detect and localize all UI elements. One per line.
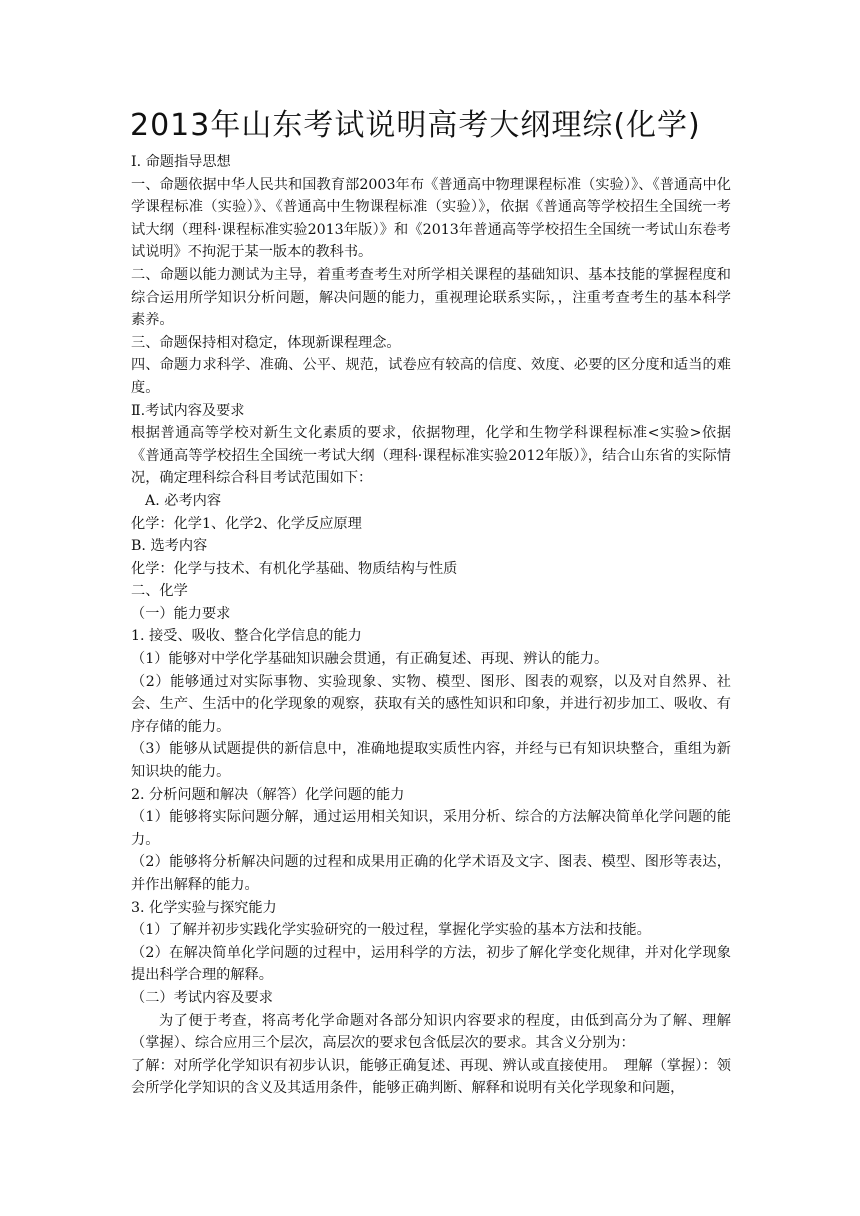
list-item: （2）能够将分析解决问题的过程和成果用正确的化学术语及文字、图表、模型、图形等表达，并作出解释的能力。 <box>131 854 731 893</box>
list-heading: 2. 分析问题和解决（解答）化学问题的能力 <box>131 786 405 803</box>
subsection-heading: （一）能力要求 <box>131 605 231 622</box>
section-heading: 二、化学 <box>131 583 188 600</box>
subsection-heading: （二）考试内容及要求 <box>131 989 273 1006</box>
list-item: （1）能够对中学化学基础知识融会贯通，有正确复述、再现、辨认的能力。 <box>131 651 609 668</box>
section-heading: Ⅰ. 命题指导思想 <box>131 154 231 170</box>
paragraph: 四、命题力求科学、准确、公平、规范，试卷应有较高的信度、效度、必要的区分度和适当的难度。 <box>131 357 731 396</box>
list-item: （2）在解决简单化学问题的过程中，运用科学的方法，初步了解化学变化规律，并对化学现象提出科学合理的解释。 <box>131 944 731 984</box>
list-item: （3）能够从试题提供的新信息中，准确地提取实质性内容，并经与已有知识块整合，重组为新知识块的能力。 <box>131 741 731 781</box>
list-heading: 3. 化学实验与探究能力 <box>131 899 277 916</box>
list-item: （2）能够通过对实际事物、实验现象、实物、模型、图形、图表的观察，以及对自然界、社会、生产、生活中的化学现象的观察，获取有关的感性知识和印象，并进行初步加工、吸收、有序存储的能力。 <box>131 673 731 735</box>
list-item: （1）能够将实际问题分解，通过运用相关知识，采用分析、综合的方法解决简单化学问题的能力。 <box>131 809 731 848</box>
paragraph: 化学：化学1、化学2、化学反应原理 <box>131 515 362 532</box>
list-item: （1）了解并初步实践化学实验研究的一般过程，掌握化学实验的基本方法和技能。 <box>131 922 651 939</box>
list-heading: 1. 接受、吸收、整合化学信息的能力 <box>131 628 362 645</box>
paragraph: 二、命题以能力测试为主导，着重考查考生对所学相关课程的基础知识、基本技能的掌握程度和综合运用所学知识分析问题，解决问题的能力，重视理论联系实际，，注重考查考生的基本科学素养。 <box>131 266 731 329</box>
paragraph: 为了便于考查，将高考化学命题对各部分知识内容要求的程度，由低到高分为了解、理解（掌握）、综合应用三个层次，高层次的要求包含低层次的要求。其含义分别为： <box>131 1012 731 1052</box>
document-body <box>131 151 731 1100</box>
paragraph: 了解：对所学化学知识有初步认识，能够正确复述、再现、辨认或直接使用。 理解（掌握）：领会所学化学知识的含义及其适用条件，能够正确判断、解释和说明有关化学现象和问题， <box>131 1057 731 1097</box>
paragraph: 根据普通高等学校对新生文化素质的要求，依据物理，化学和生物学科课程标准<实验>依据《普通高等学校招生全国统一考试大纲（理科·课程标准实验2012年版）》，结合山东省的实际情况，确定理科综合科目考试范围如下： <box>131 425 731 487</box>
paragraph: 一、命题依据中华人民共和国教育部2003年布《普通高中物理课程标准（实验）》、《普通高中化学课程标准（实验）》、《普通高中生物课程标准（实验）》，依据《普通高等学校招生全国统一考试大纲（理科·课程标准实验2013年版）》和《2013年普通高等学校招生全国统一考试山东卷考试说明》不拘泥于某一版本的教科书。 <box>131 176 731 261</box>
section-heading: Ⅱ.考试内容及要求 <box>131 402 245 419</box>
subsection-heading: B. 选考内容 <box>131 538 208 555</box>
document-title: 2013年山东考试说明高考大纲理综(化学) <box>130 108 701 143</box>
paragraph: 化学：化学与技术、有机化学基础、物质结构与性质 <box>131 560 458 577</box>
subsection-heading: A. 必考内容 <box>145 492 222 509</box>
paragraph: 三、命题保持相对稳定，体现新课程理念。 <box>131 334 401 351</box>
